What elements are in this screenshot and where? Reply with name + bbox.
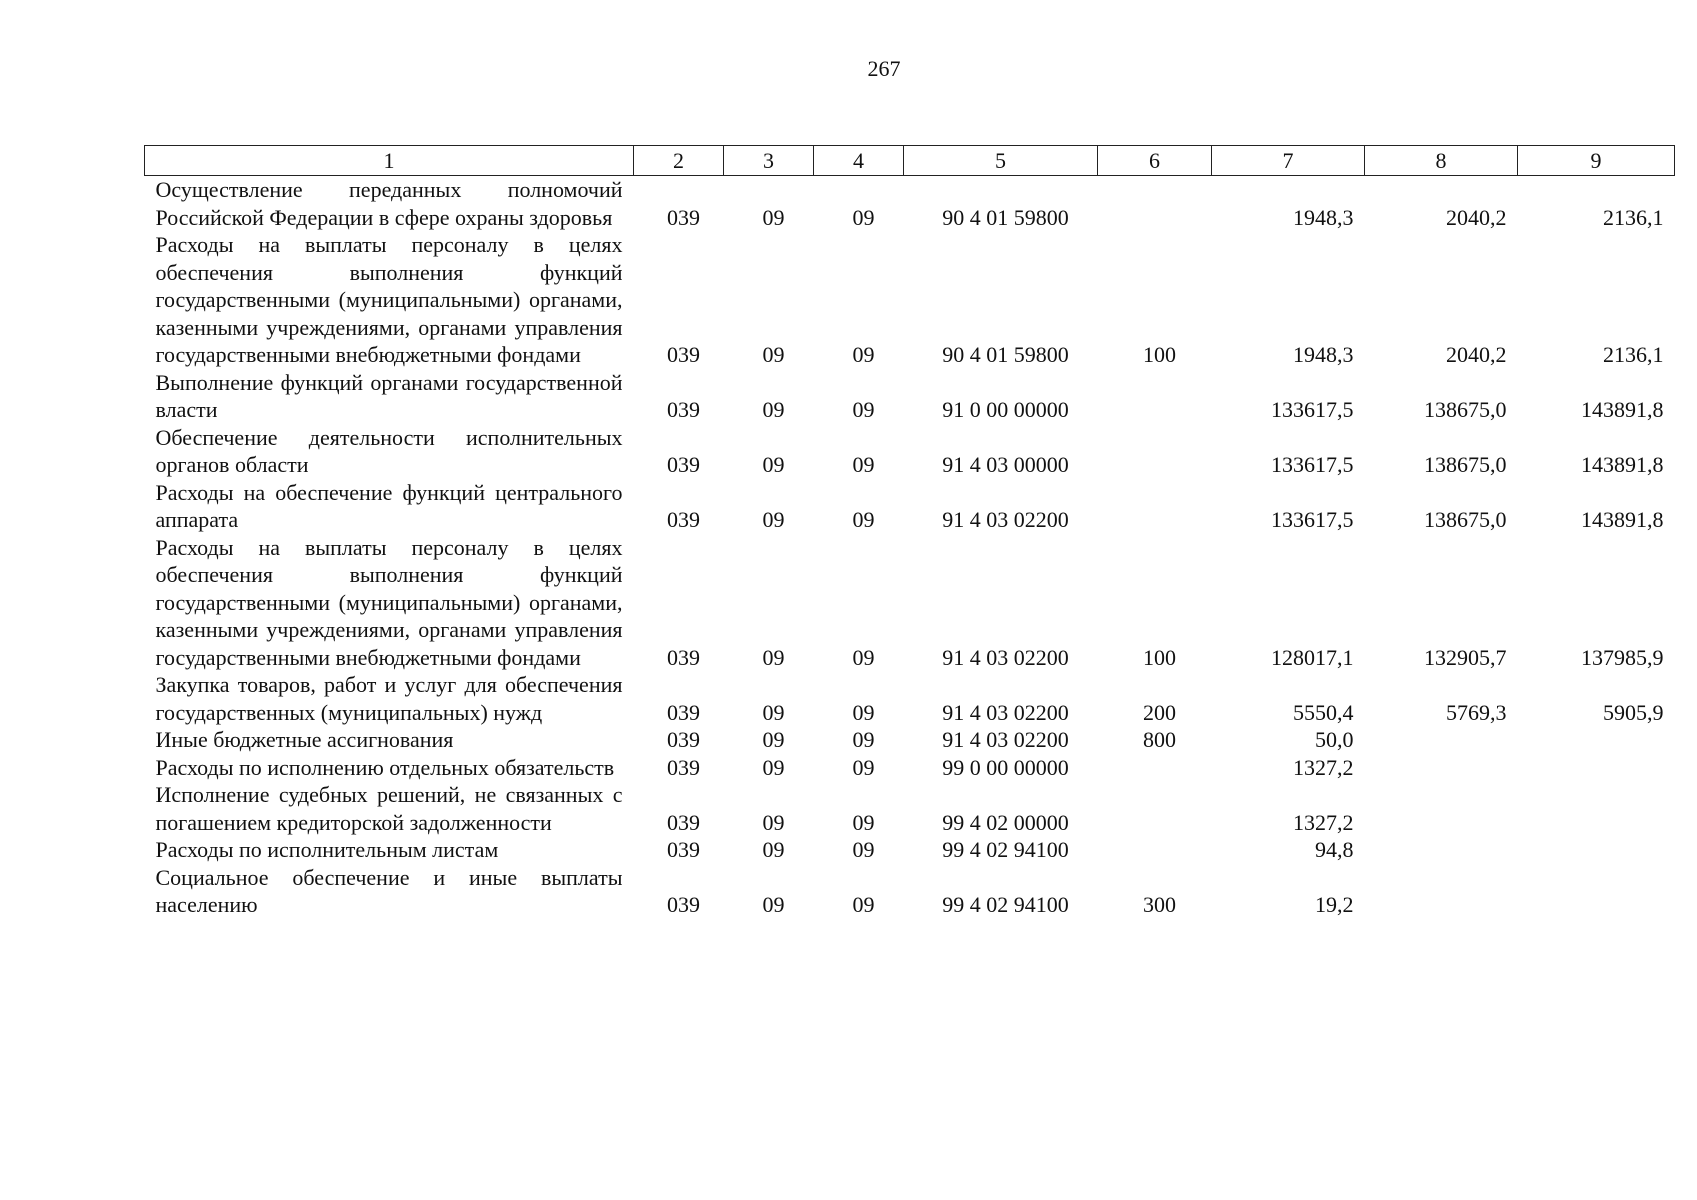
row-amount-3 (1518, 864, 1675, 919)
row-subsection-code: 09 (852, 342, 875, 367)
row-amount-1: 1327,2 (1293, 754, 1354, 780)
row-target-code: 91 4 03 02200 (942, 644, 1069, 670)
row-subsection-code: 09 (852, 809, 875, 835)
row-amount-3 (1518, 836, 1675, 864)
row-section-code: 09 (762, 809, 785, 835)
row-target-code: 91 4 03 02200 (942, 699, 1069, 725)
row-ministry-code: 039 (667, 507, 700, 532)
row-amount-1: 1948,3 (1293, 342, 1354, 367)
row-target-code: 91 4 03 02200 (942, 507, 1069, 532)
header-cell-2: 2 (634, 146, 724, 176)
row-section-code: 09 (762, 699, 785, 725)
page-number: 267 (867, 56, 901, 81)
table-row (145, 836, 1675, 864)
row-amount-3: 137985,9 (1581, 644, 1664, 670)
row-expense-type: 300 (1143, 892, 1176, 917)
table-row (145, 726, 1675, 754)
row-amount-2: 5769,3 (1446, 699, 1507, 725)
row-name: Социальное обеспечение и иные выплаты населению (155, 864, 623, 917)
table-row (145, 176, 1675, 232)
row-name: Расходы по исполнению отдельных обязательств (155, 754, 615, 780)
row-subsection-code: 09 (852, 507, 875, 532)
row-target-code: 91 0 00 00000 (942, 397, 1069, 422)
row-amount-2: 2040,2 (1446, 342, 1507, 367)
row-amount-3: 2136,1 (1603, 342, 1664, 367)
row-ministry-code: 039 (667, 892, 700, 917)
row-amount-2: 132905,7 (1424, 644, 1507, 670)
row-amount-2: 138675,0 (1424, 507, 1507, 532)
row-amount-2: 138675,0 (1424, 397, 1507, 422)
table-row (145, 479, 1675, 534)
row-section-code: 09 (762, 397, 785, 422)
row-amount-1: 133617,5 (1271, 397, 1354, 422)
header-cell-6: 6 (1098, 146, 1212, 176)
row-expense-type (1098, 836, 1212, 864)
row-ministry-code: 039 (667, 204, 700, 230)
row-amount-2: 2040,2 (1446, 204, 1507, 230)
row-amount-2: 138675,0 (1424, 452, 1507, 477)
row-amount-1: 1327,2 (1293, 809, 1354, 835)
row-name: Расходы на выплаты персоналу в целях обеспечения выполнения функций государственными (муниципальными) органами, казенными учреждениями, органами управления государственными внебюджетными фондами (155, 534, 623, 670)
row-target-code: 99 4 02 94100 (942, 837, 1069, 862)
row-amount-1: 128017,1 (1271, 644, 1354, 670)
row-expense-type: 200 (1143, 699, 1176, 725)
row-expense-type (1098, 754, 1212, 782)
row-ministry-code: 039 (667, 837, 700, 862)
row-subsection-code: 09 (852, 754, 875, 780)
row-name: Расходы по исполнительным листам (155, 837, 499, 862)
row-name: Расходы на выплаты персоналу в целях обеспечения выполнения функций государственными (муниципальными) органами, казенными учреждениями, органами управления государственными внебюджетными фондами (155, 232, 623, 367)
header-row (145, 146, 1675, 176)
row-subsection-code: 09 (852, 727, 875, 752)
row-name: Осуществление переданных полномочий Российской Федерации в сфере охраны здоровья (155, 177, 623, 230)
row-section-code: 09 (762, 727, 785, 752)
row-ministry-code: 039 (667, 809, 700, 835)
row-name: Выполнение функций органами государственной власти (155, 369, 623, 422)
row-ministry-code: 039 (667, 342, 700, 367)
row-amount-3 (1518, 726, 1675, 754)
table-row (145, 231, 1675, 369)
table-row (145, 424, 1675, 479)
table-row (145, 781, 1675, 836)
row-section-code: 09 (762, 892, 785, 917)
row-amount-3 (1518, 754, 1675, 782)
row-amount-3 (1518, 781, 1675, 836)
row-subsection-code: 09 (852, 397, 875, 422)
header-cell-1: 1 (145, 146, 634, 176)
row-amount-1: 133617,5 (1271, 507, 1354, 532)
row-amount-1: 1948,3 (1293, 204, 1354, 230)
row-section-code: 09 (762, 754, 785, 780)
row-name: Расходы на обеспечение функций центрального аппарата (155, 479, 623, 532)
row-name: Обеспечение деятельности исполнительных органов области (155, 424, 623, 477)
table-row (145, 671, 1675, 726)
row-amount-1: 94,8 (1315, 837, 1354, 862)
row-section-code: 09 (762, 644, 785, 670)
row-amount-2 (1365, 781, 1518, 836)
row-amount-3: 143891,8 (1581, 452, 1664, 477)
row-expense-type (1098, 781, 1212, 836)
row-amount-2 (1365, 864, 1518, 919)
row-expense-type (1098, 479, 1212, 534)
header-cell-4: 4 (814, 146, 904, 176)
row-ministry-code: 039 (667, 727, 700, 752)
row-expense-type: 100 (1143, 644, 1176, 670)
row-amount-3: 143891,8 (1581, 507, 1664, 532)
row-ministry-code: 039 (667, 644, 700, 670)
row-amount-1: 50,0 (1315, 727, 1354, 752)
header-cell-5: 5 (904, 146, 1098, 176)
row-name: Исполнение судебных решений, не связанных с погашением кредиторской задолженности (155, 782, 623, 835)
row-target-code: 90 4 01 59800 (942, 204, 1069, 230)
budget-table (144, 145, 1675, 919)
row-expense-type: 800 (1143, 727, 1176, 752)
row-amount-2 (1365, 726, 1518, 754)
table-row (145, 534, 1675, 672)
table-header (145, 146, 1675, 176)
row-target-code: 91 4 03 00000 (942, 452, 1069, 477)
row-subsection-code: 09 (852, 892, 875, 917)
row-amount-2 (1365, 836, 1518, 864)
row-subsection-code: 09 (852, 837, 875, 862)
header-cell-9: 9 (1518, 146, 1675, 176)
row-name: Иные бюджетные ассигнования (155, 727, 454, 752)
row-target-code: 99 4 02 00000 (942, 809, 1069, 835)
table-body (145, 176, 1675, 919)
row-target-code: 99 0 00 00000 (942, 754, 1069, 780)
header-cell-8: 8 (1365, 146, 1518, 176)
table-row (145, 754, 1675, 782)
header-cell-7: 7 (1212, 146, 1365, 176)
row-subsection-code: 09 (852, 452, 875, 477)
row-amount-3: 5905,9 (1603, 699, 1664, 725)
row-amount-3: 143891,8 (1581, 397, 1664, 422)
row-ministry-code: 039 (667, 452, 700, 477)
row-target-code: 99 4 02 94100 (942, 892, 1069, 917)
row-amount-1: 5550,4 (1293, 699, 1354, 725)
row-expense-type (1098, 424, 1212, 479)
row-expense-type: 100 (1143, 342, 1176, 367)
row-amount-1: 133617,5 (1271, 452, 1354, 477)
row-section-code: 09 (762, 837, 785, 862)
row-amount-2 (1365, 754, 1518, 782)
row-ministry-code: 039 (667, 699, 700, 725)
header-cell-3: 3 (724, 146, 814, 176)
row-ministry-code: 039 (667, 397, 700, 422)
table-row (145, 369, 1675, 424)
row-section-code: 09 (762, 204, 785, 230)
row-subsection-code: 09 (852, 204, 875, 230)
row-target-code: 90 4 01 59800 (942, 342, 1069, 367)
row-name: Закупка товаров, работ и услуг для обеспечения государственных (муниципальных) нужд (155, 672, 623, 725)
row-expense-type (1098, 369, 1212, 424)
row-target-code: 91 4 03 02200 (942, 727, 1069, 752)
row-amount-3: 2136,1 (1603, 204, 1664, 230)
row-subsection-code: 09 (852, 699, 875, 725)
row-section-code: 09 (762, 452, 785, 477)
row-section-code: 09 (762, 507, 785, 532)
row-section-code: 09 (762, 342, 785, 367)
row-subsection-code: 09 (852, 644, 875, 670)
table-row (145, 864, 1675, 919)
row-amount-1: 19,2 (1315, 892, 1354, 917)
row-expense-type (1098, 176, 1212, 232)
row-ministry-code: 039 (667, 754, 700, 780)
